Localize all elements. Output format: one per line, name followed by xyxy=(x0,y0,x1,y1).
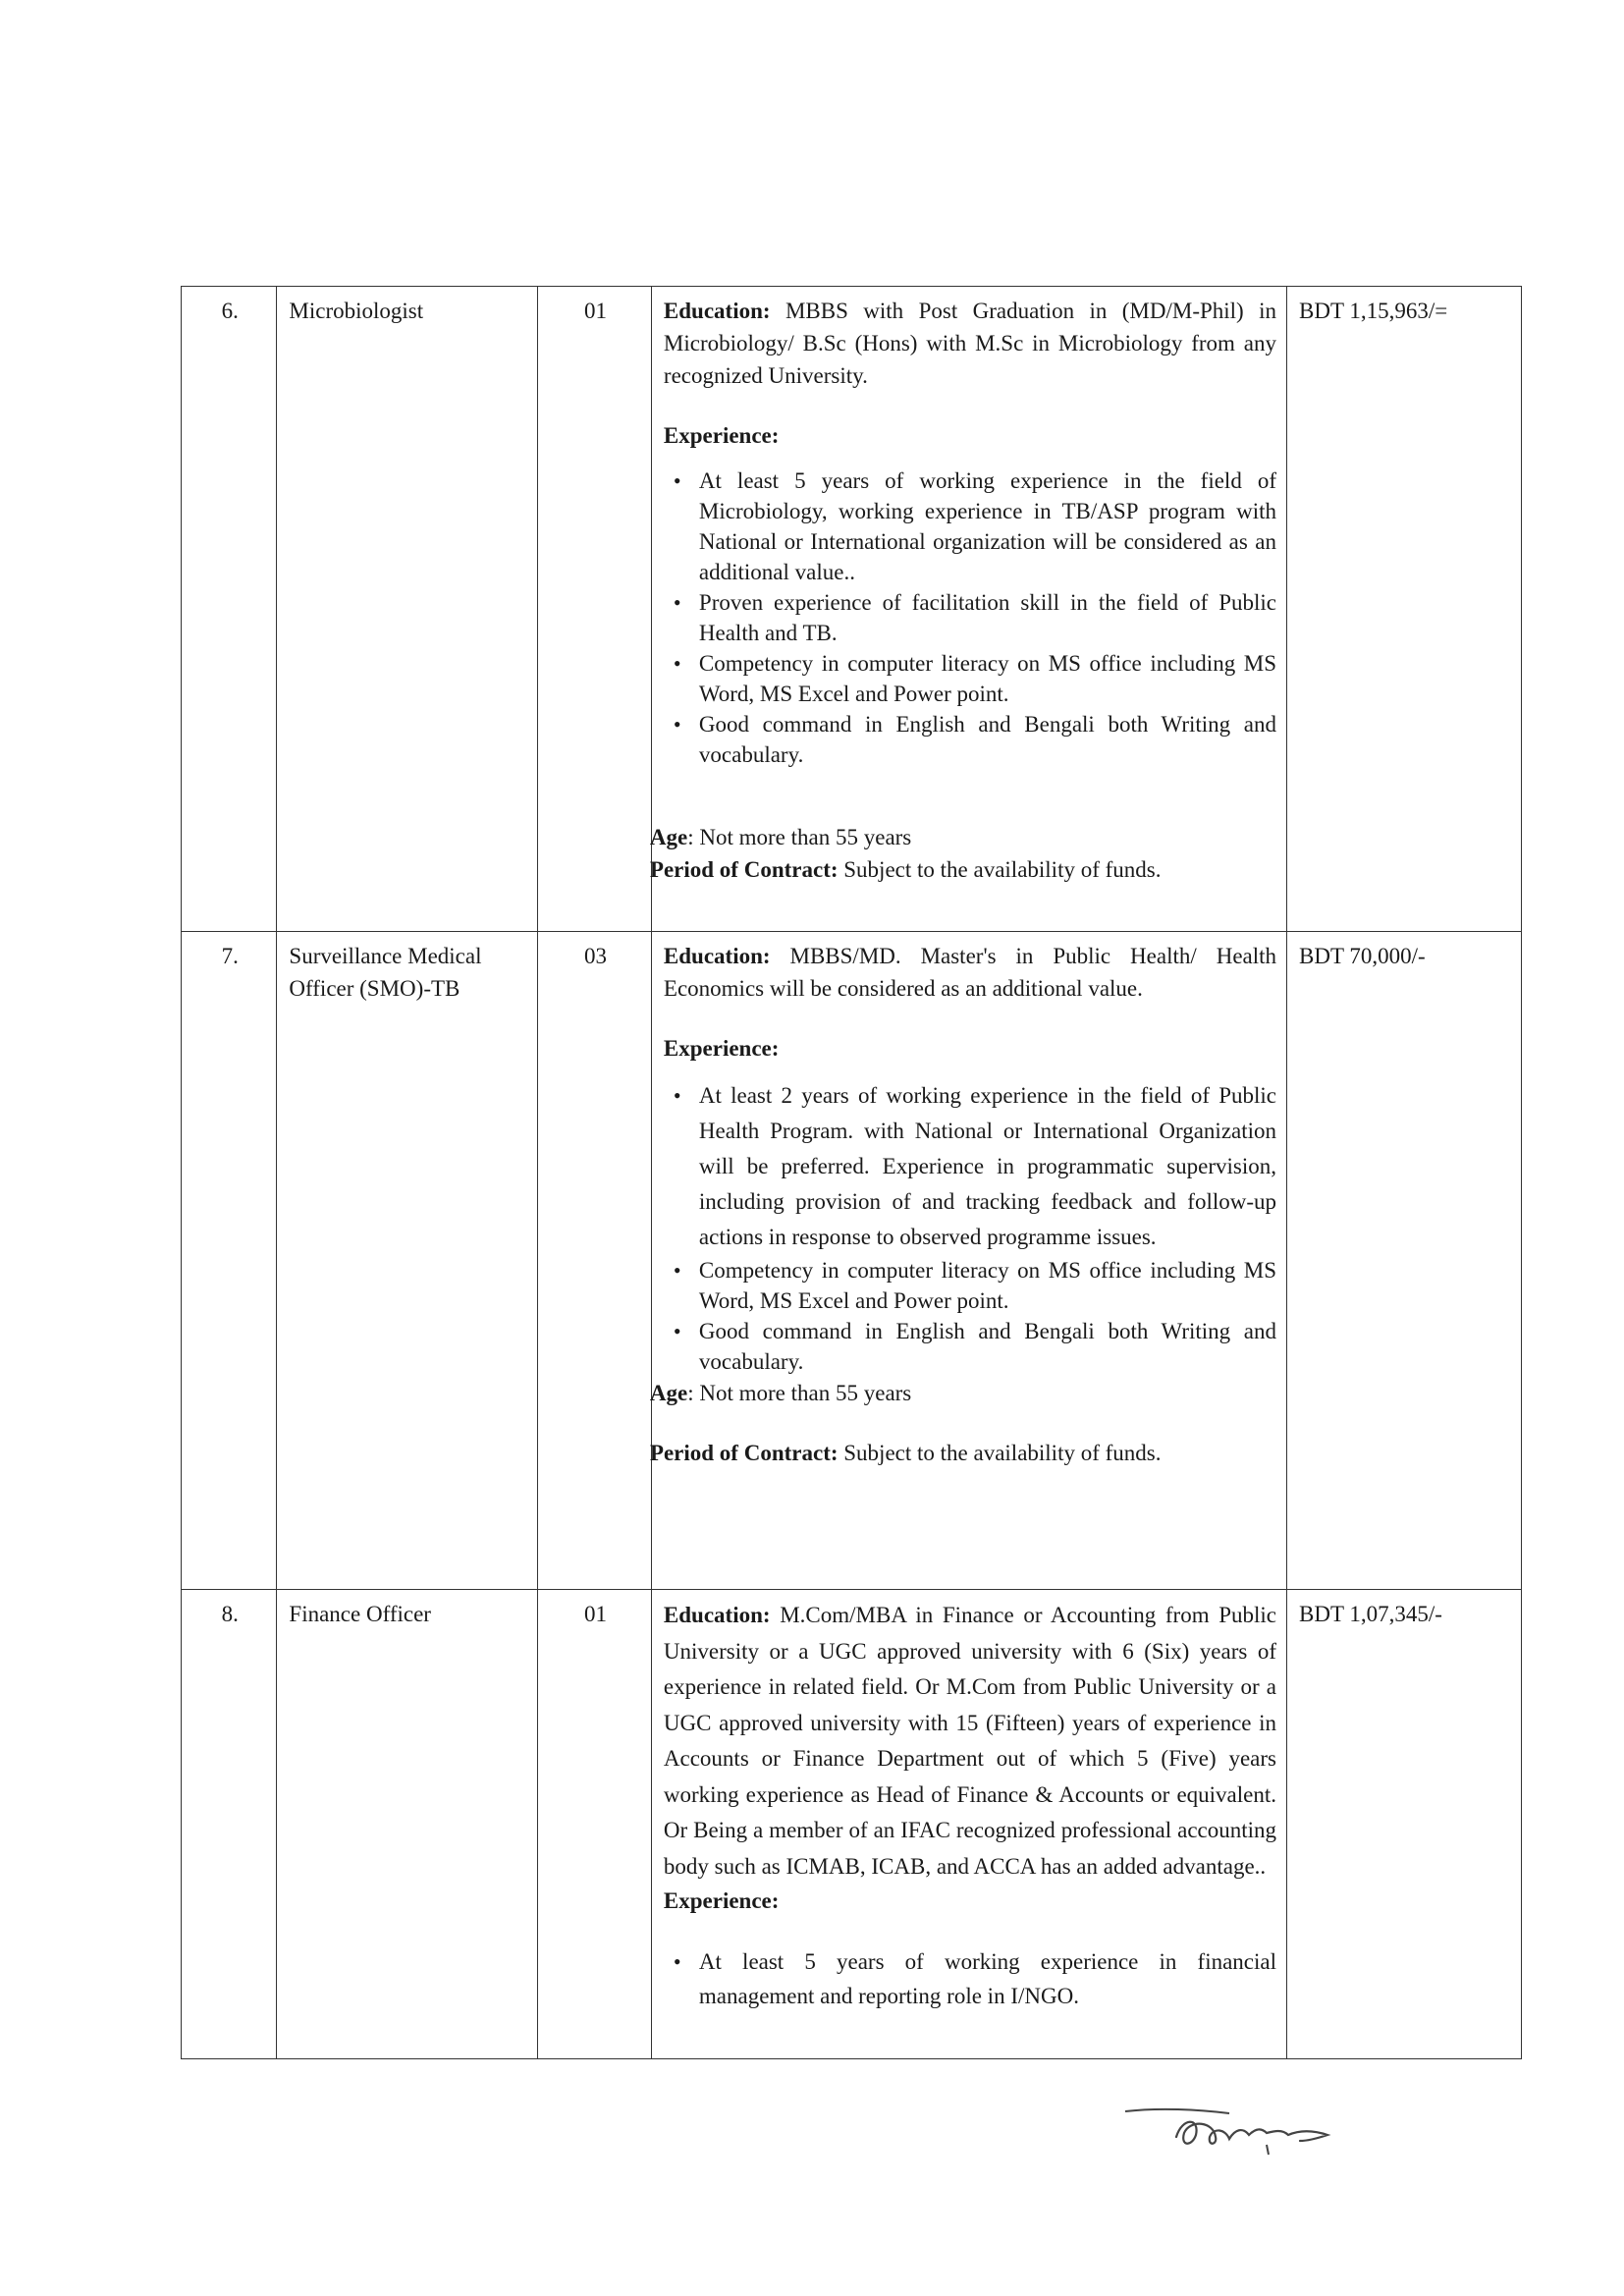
post-name: Surveillance Medical Officer (SMO)-TB xyxy=(277,932,538,1590)
experience-list xyxy=(664,1944,1276,2013)
requirements-cell xyxy=(651,932,1286,1590)
list-item: • At least 5 years of working experience in financial management and reporting role in I/NGO. xyxy=(699,1944,1276,2013)
list-item: • At least 5 years of working experience in the field of Microbiology, working experience in TB/ASP program with National or International organization will be considered as an additional value.. xyxy=(699,465,1276,587)
education-label: Education: xyxy=(663,944,771,968)
contract-label: Period of Contract: xyxy=(649,1441,839,1465)
age-text: : Not more than 55 years xyxy=(687,1381,912,1405)
age-label: Age xyxy=(649,1381,688,1405)
job-requirements-table xyxy=(181,286,1522,2059)
contract-label: Period of Contract: xyxy=(649,857,839,882)
list-item: • Good command in English and Bengali both Writing and vocabulary. xyxy=(699,1316,1276,1377)
education-label: Education: xyxy=(663,1603,771,1627)
serial-number: 8. xyxy=(182,1590,277,2059)
table-row xyxy=(182,287,1522,932)
age-label: Age xyxy=(649,825,688,849)
number-of-posts: 03 xyxy=(538,932,652,1590)
number-of-posts: 01 xyxy=(538,287,652,932)
experience-label: Experience: xyxy=(663,423,780,448)
table-row xyxy=(182,932,1522,1590)
list-item: • Competency in computer literacy on MS office including MS Word, MS Excel and Power point. xyxy=(699,648,1276,709)
list-item: • At least 2 years of working experience in the field of Public Health Program. with National or International Organization will be preferred. Experience in programmatic supervision, including provision of and tracking feedback and follow-up actions in response to observed programme issues. xyxy=(699,1078,1276,1255)
contract-text: Subject to the availability of funds. xyxy=(838,1441,1162,1465)
table-row xyxy=(182,1590,1522,2059)
contract-paragraph xyxy=(650,853,1276,886)
education-text: MBBS with Post Graduation in (MD/M-Phil) in Microbiology/ B.Sc (Hons) with M.Sc in Microbiology from any recognized University. xyxy=(663,299,1277,388)
age-paragraph xyxy=(650,1377,1276,1409)
experience-label: Experience: xyxy=(663,1036,780,1061)
age-paragraph xyxy=(650,821,1276,853)
experience-list xyxy=(664,1078,1276,1377)
education-text: M.Com/MBA in Finance or Accounting from Public University or a UGC approved university with 6 (Six) years of experience in related field. Or M.Com from Public University or a UGC approved university with 15 (Fifteen) years of experience in Accounts or Finance Department out of which 5 (Five) years working experience as Head of Finance & Accounts or equivalent. Or Being a member of an IFAC recognized professional accounting body such as ICMAB, ICAB, and ACCA has an added advantage.. xyxy=(663,1603,1277,1879)
education-text: MBBS/MD. Master's in Public Health/ Health Economics will be considered as an additional value. xyxy=(663,944,1277,1001)
post-name: Finance Officer xyxy=(277,1590,538,2059)
education-label: Education: xyxy=(663,299,771,323)
experience-label: Experience: xyxy=(663,1888,780,1913)
education-paragraph xyxy=(664,940,1276,1005)
serial-number: 6. xyxy=(182,287,277,932)
list-item: • Competency in computer literacy on MS office including MS Word, MS Excel and Power point. xyxy=(699,1255,1276,1316)
list-item: • Good command in English and Bengali both Writing and vocabulary. xyxy=(699,709,1276,770)
list-item: • Proven experience of facilitation skill in the field of Public Health and TB. xyxy=(699,587,1276,648)
age-text: : Not more than 55 years xyxy=(687,825,912,849)
salary: BDT 1,15,963/= xyxy=(1287,287,1522,932)
experience-list xyxy=(664,465,1276,770)
requirements-cell xyxy=(651,1590,1286,2059)
salary: BDT 70,000/- xyxy=(1287,932,1522,1590)
signature-icon xyxy=(1119,2100,1365,2168)
post-name: Microbiologist xyxy=(277,287,538,932)
education-paragraph xyxy=(664,1598,1276,1885)
number-of-posts: 01 xyxy=(538,1590,652,2059)
contract-text: Subject to the availability of funds. xyxy=(838,857,1162,882)
salary: BDT 1,07,345/- xyxy=(1287,1590,1522,2059)
contract-paragraph xyxy=(650,1437,1276,1469)
requirements-cell xyxy=(651,287,1286,932)
serial-number: 7. xyxy=(182,932,277,1590)
education-paragraph xyxy=(664,295,1276,392)
